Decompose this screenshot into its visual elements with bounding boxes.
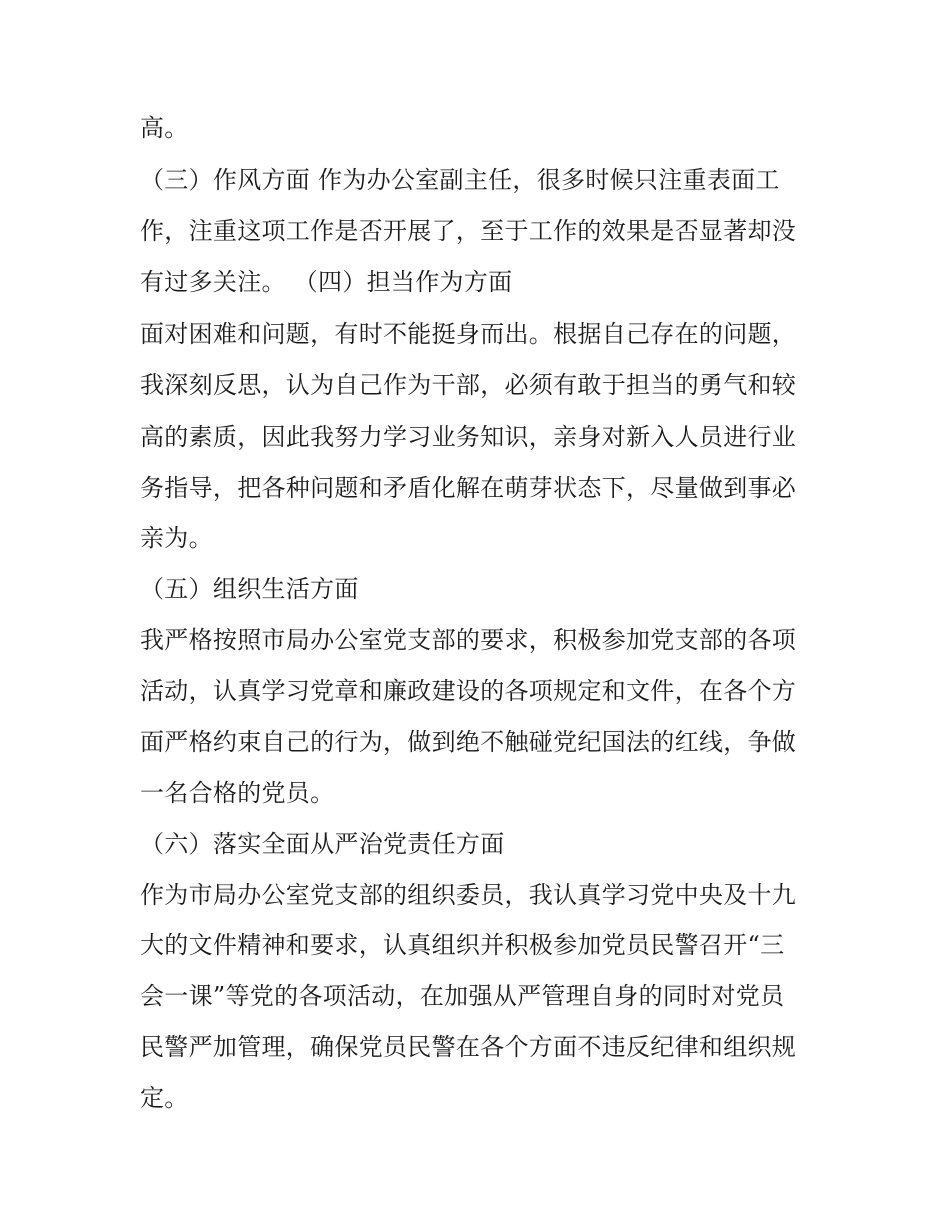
text-line: 大的文件精神和要求，认真组织并积极参加党员民警召开“三 — [140, 931, 785, 959]
text-line: 面对困难和问题，有时不能挺身而出。根据自己存在的问题， — [140, 320, 797, 348]
text-line: 高。 — [140, 114, 189, 142]
section-heading-line: （三）作风方面 作为办公室副主任，很多时候只注重表面工 — [140, 166, 780, 194]
text-line: 务指导，把各种问题和矛盾化解在萌芽状态下，尽量做到事必 — [140, 474, 797, 502]
text-line: 有过多关注。 （四）担当作为方面 — [140, 268, 513, 296]
text-line: 定。 — [140, 1084, 189, 1112]
text-line: 我严格按照市局办公室党支部的要求，积极参加党支部的各项 — [140, 626, 797, 654]
text-line: 面严格约束自己的行为，做到绝不触碰党纪国法的红线，争做 — [140, 728, 797, 756]
text-line: 高的素质，因此我努力学习业务知识，亲身对新入人员进行业 — [140, 423, 797, 451]
text-line: 一名合格的党员。 — [140, 779, 335, 807]
section-heading-line: （六）落实全面从严治党责任方面 — [140, 830, 505, 858]
text-line: 作为市局办公室党支部的组织委员，我认真学习党中央及十九 — [140, 881, 797, 909]
text-line: 会一课”等党的各项活动，在加强从严管理自身的同时对党员 — [140, 982, 785, 1010]
text-line: 民警严加管理，确保党员民警在各个方面不违反纪律和组织规 — [140, 1033, 797, 1061]
section-heading-line: （五）组织生活方面 — [140, 575, 359, 603]
text-line: 亲为。 — [140, 524, 213, 552]
text-line: 活动，认真学习党章和廉政建设的各项规定和文件，在各个方 — [140, 677, 797, 705]
text-line: 作，注重这项工作是否开展了，至于工作的效果是否显著却没 — [140, 217, 797, 245]
text-line: 我深刻反思，认为自己作为干部，必须有敢于担当的勇气和较 — [140, 371, 797, 399]
